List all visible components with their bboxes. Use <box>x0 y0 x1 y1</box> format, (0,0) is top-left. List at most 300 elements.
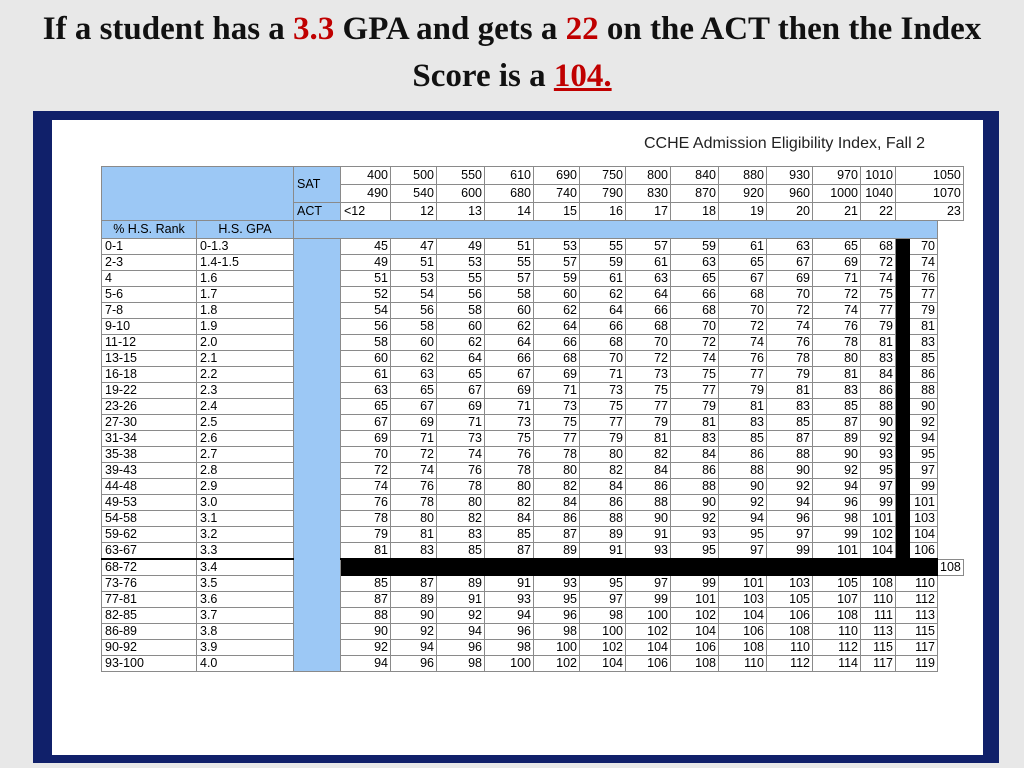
value-cell: 69 <box>391 415 437 431</box>
value-cell: 99 <box>671 576 719 592</box>
value-cell: 74 <box>813 303 861 319</box>
value-cell: 96 <box>437 640 485 656</box>
value-cell: 100 <box>485 656 534 672</box>
act-cell: 16 <box>580 203 626 221</box>
value-cell: 100 <box>534 640 580 656</box>
value-cell: 81 <box>391 527 437 543</box>
value-cell: 69 <box>341 431 391 447</box>
value-cell: 107 <box>813 592 861 608</box>
value-cell: 90 <box>391 608 437 624</box>
gpa-cell: 2.8 <box>197 463 294 479</box>
rank-cell: 0-1 <box>102 239 197 255</box>
value-cell: 69 <box>767 271 813 287</box>
value-cell: 79 <box>580 431 626 447</box>
value-cell: 96 <box>485 624 534 640</box>
value-cell: 76 <box>437 463 485 479</box>
value-cell: 65 <box>719 255 767 271</box>
highlight-column-bar <box>896 463 910 479</box>
value-cell: 89 <box>437 576 485 592</box>
value-cell: 98 <box>437 656 485 672</box>
rank-cell: 68-72 <box>102 559 197 576</box>
value-cell: 114 <box>813 656 861 672</box>
rank-cell: 39-43 <box>102 463 197 479</box>
sat-high-cell: 920 <box>719 185 767 203</box>
value-cell: 77 <box>626 399 671 415</box>
value-cell: 76 <box>391 479 437 495</box>
value-cell: 49 <box>437 239 485 255</box>
value-cell: 108 <box>813 608 861 624</box>
value-cell: 68 <box>580 335 626 351</box>
value-cell: 75 <box>626 383 671 399</box>
value-cell: 89 <box>391 592 437 608</box>
value-cell: 78 <box>391 495 437 511</box>
value-cell: 70 <box>580 351 626 367</box>
value-cell: 98 <box>580 608 626 624</box>
value-cell: 76 <box>719 351 767 367</box>
value-cell: 102 <box>534 656 580 672</box>
value-cell: 62 <box>391 351 437 367</box>
value-cell: 103 <box>910 511 938 527</box>
value-cell: 63 <box>671 255 719 271</box>
value-cell: 58 <box>391 319 437 335</box>
gpa-cell: 1.9 <box>197 319 294 335</box>
value-cell: 63 <box>626 271 671 287</box>
value-cell: 74 <box>767 319 813 335</box>
value-cell: 74 <box>341 479 391 495</box>
value-cell: 54 <box>391 287 437 303</box>
value-cell: 103 <box>767 576 813 592</box>
value-cell: 88 <box>861 399 896 415</box>
value-cell: 88 <box>671 479 719 495</box>
gpa-cell: 2.9 <box>197 479 294 495</box>
column-header-row <box>102 221 964 239</box>
highlight-column-bar <box>896 319 910 335</box>
value-cell: 75 <box>485 431 534 447</box>
value-cell: 67 <box>485 367 534 383</box>
value-cell: 104 <box>910 527 938 543</box>
sat-high-cell: 870 <box>671 185 719 203</box>
value-cell: 68 <box>671 303 719 319</box>
gpa-cell: 1.6 <box>197 271 294 287</box>
sat-high-cell: 1000 <box>813 185 861 203</box>
value-cell: 97 <box>767 527 813 543</box>
value-cell: 64 <box>580 303 626 319</box>
value-cell: 92 <box>719 495 767 511</box>
value-cell: 76 <box>767 335 813 351</box>
value-cell: 77 <box>671 383 719 399</box>
value-cell: 73 <box>626 367 671 383</box>
value-cell: 70 <box>671 319 719 335</box>
value-cell: 81 <box>767 383 813 399</box>
value-cell: 62 <box>580 287 626 303</box>
rank-cell: 19-22 <box>102 383 197 399</box>
value-cell: 92 <box>861 431 896 447</box>
sat-low-cell: 1010 <box>861 167 896 185</box>
value-cell: 99 <box>767 543 813 560</box>
value-cell: 67 <box>437 383 485 399</box>
value-cell: 76 <box>910 271 938 287</box>
value-cell: 74 <box>910 255 938 271</box>
value-cell: 95 <box>861 463 896 479</box>
value-cell: 94 <box>767 495 813 511</box>
value-cell: 101 <box>861 511 896 527</box>
gpa-cell: 3.2 <box>197 527 294 543</box>
value-cell: 71 <box>485 399 534 415</box>
sat-high-cell: 790 <box>580 185 626 203</box>
value-cell: 113 <box>896 608 938 624</box>
value-cell: 79 <box>626 415 671 431</box>
value-cell: 66 <box>485 351 534 367</box>
value-cell: 92 <box>813 463 861 479</box>
value-cell: 75 <box>861 287 896 303</box>
highlight-column-bar <box>896 287 910 303</box>
highlight-column-bar <box>896 303 910 319</box>
value-cell: 77 <box>534 431 580 447</box>
value-cell: 88 <box>626 495 671 511</box>
value-cell: 60 <box>341 351 391 367</box>
value-cell: 68 <box>534 351 580 367</box>
value-cell: 98 <box>534 624 580 640</box>
value-cell: 80 <box>485 479 534 495</box>
table-row <box>102 447 964 463</box>
value-cell: 96 <box>813 495 861 511</box>
value-cell: 70 <box>910 239 938 255</box>
gpa-cell: 2.5 <box>197 415 294 431</box>
value-cell: 96 <box>391 656 437 672</box>
value-cell: 59 <box>534 271 580 287</box>
value-cell: 110 <box>813 624 861 640</box>
value-cell: 90 <box>341 624 391 640</box>
value-cell: 91 <box>437 592 485 608</box>
slide-title <box>0 6 1024 100</box>
gpa-cell: 3.9 <box>197 640 294 656</box>
table-row <box>102 559 964 576</box>
gpa-cell: 3.3 <box>197 543 294 560</box>
value-cell: 90 <box>861 415 896 431</box>
value-cell: 61 <box>626 255 671 271</box>
act-cell: <12 <box>341 203 391 221</box>
highlight-row-bar <box>341 559 938 576</box>
act-cell: 15 <box>534 203 580 221</box>
eligibility-index-table <box>101 166 964 672</box>
rank-cell: 49-53 <box>102 495 197 511</box>
value-cell: 112 <box>813 640 861 656</box>
value-cell: 56 <box>391 303 437 319</box>
value-cell: 99 <box>626 592 671 608</box>
table-row <box>102 271 964 287</box>
table-row <box>102 239 964 255</box>
value-cell: 81 <box>719 399 767 415</box>
gpa-cell: 2.3 <box>197 383 294 399</box>
highlight-column-bar <box>896 351 910 367</box>
value-cell: 95 <box>671 543 719 560</box>
value-cell: 66 <box>580 319 626 335</box>
rank-cell: 77-81 <box>102 592 197 608</box>
value-cell: 86 <box>910 367 938 383</box>
value-cell: 94 <box>910 431 938 447</box>
value-cell: 113 <box>861 624 896 640</box>
value-cell: 60 <box>485 303 534 319</box>
value-cell: 110 <box>767 640 813 656</box>
highlight-column-bar <box>896 479 910 495</box>
value-cell: 97 <box>580 592 626 608</box>
value-cell: 102 <box>861 527 896 543</box>
value-cell: 66 <box>626 303 671 319</box>
value-cell: 71 <box>391 431 437 447</box>
value-cell: 76 <box>813 319 861 335</box>
table-row <box>102 576 964 592</box>
value-cell: 67 <box>341 415 391 431</box>
sat-high-cell: 830 <box>626 185 671 203</box>
value-cell: 69 <box>534 367 580 383</box>
value-cell: 52 <box>341 287 391 303</box>
table-row <box>102 624 964 640</box>
value-cell: 88 <box>910 383 938 399</box>
value-cell: 63 <box>341 383 391 399</box>
value-cell: 63 <box>391 367 437 383</box>
value-cell: 81 <box>861 335 896 351</box>
rank-cell: 73-76 <box>102 576 197 592</box>
value-cell: 70 <box>767 287 813 303</box>
value-cell: 62 <box>485 319 534 335</box>
value-cell: 108 <box>671 656 719 672</box>
gpa-cell: 3.4 <box>197 559 294 576</box>
value-cell: 73 <box>534 399 580 415</box>
value-cell: 64 <box>534 319 580 335</box>
value-cell: 106 <box>671 640 719 656</box>
value-cell: 64 <box>437 351 485 367</box>
value-cell: 74 <box>671 351 719 367</box>
value-cell: 84 <box>861 367 896 383</box>
rank-cell: 16-18 <box>102 367 197 383</box>
highlight-column-bar <box>896 447 910 463</box>
value-cell: 110 <box>896 576 938 592</box>
value-cell: 98 <box>813 511 861 527</box>
value-cell: 67 <box>391 399 437 415</box>
value-cell: 89 <box>534 543 580 560</box>
rank-cell: 31-34 <box>102 431 197 447</box>
value-cell: 69 <box>813 255 861 271</box>
table-row <box>102 399 964 415</box>
value-cell: 81 <box>626 431 671 447</box>
act-cell: 22 <box>861 203 896 221</box>
table-row <box>102 287 964 303</box>
highlight-column-bar <box>896 255 910 271</box>
gpa-cell: 3.1 <box>197 511 294 527</box>
value-cell: 77 <box>910 287 938 303</box>
value-cell: 94 <box>485 608 534 624</box>
value-cell: 82 <box>534 479 580 495</box>
gpa-cell: 1.7 <box>197 287 294 303</box>
rank-cell: 23-26 <box>102 399 197 415</box>
value-cell: 85 <box>719 431 767 447</box>
value-cell: 61 <box>719 239 767 255</box>
value-cell: 73 <box>437 431 485 447</box>
value-cell: 90 <box>626 511 671 527</box>
value-cell: 88 <box>580 511 626 527</box>
highlight-column-bar <box>896 431 910 447</box>
value-cell: 91 <box>626 527 671 543</box>
act-cell: 14 <box>485 203 534 221</box>
value-cell: 106 <box>719 624 767 640</box>
value-cell: 81 <box>813 367 861 383</box>
value-cell: 80 <box>534 463 580 479</box>
value-cell: 78 <box>341 511 391 527</box>
sat-low-cell: 970 <box>813 167 861 185</box>
gpa-cell: 3.0 <box>197 495 294 511</box>
value-cell: 93 <box>626 543 671 560</box>
sat-high-cell: 1070 <box>896 185 964 203</box>
value-cell: 85 <box>767 415 813 431</box>
value-cell: 97 <box>719 543 767 560</box>
highlight-column-bar <box>896 511 910 527</box>
value-cell: 92 <box>671 511 719 527</box>
value-cell: 87 <box>485 543 534 560</box>
value-cell: 83 <box>910 335 938 351</box>
value-cell: 74 <box>437 447 485 463</box>
value-cell: 72 <box>626 351 671 367</box>
table-row <box>102 463 964 479</box>
value-cell: 79 <box>861 319 896 335</box>
value-cell: 115 <box>896 624 938 640</box>
value-cell: 57 <box>534 255 580 271</box>
sat-low-row <box>102 167 964 185</box>
value-cell: 96 <box>534 608 580 624</box>
value-cell: 84 <box>485 511 534 527</box>
value-cell: 80 <box>580 447 626 463</box>
gpa-cell: 2.6 <box>197 431 294 447</box>
value-cell: 112 <box>767 656 813 672</box>
sat-high-cell: 680 <box>485 185 534 203</box>
value-cell: 96 <box>767 511 813 527</box>
sat-low-cell: 840 <box>671 167 719 185</box>
value-cell: 77 <box>580 415 626 431</box>
sat-high-cell: 600 <box>437 185 485 203</box>
value-cell: 102 <box>626 624 671 640</box>
value-cell: 119 <box>896 656 938 672</box>
value-cell: 84 <box>626 463 671 479</box>
table-row <box>102 319 964 335</box>
value-cell: 95 <box>910 447 938 463</box>
table-row <box>102 335 964 351</box>
value-cell: 85 <box>813 399 861 415</box>
sat-high-cell: 740 <box>534 185 580 203</box>
value-cell: 100 <box>626 608 671 624</box>
value-cell: 62 <box>437 335 485 351</box>
value-cell: 100 <box>580 624 626 640</box>
value-cell: 64 <box>626 287 671 303</box>
value-cell: 85 <box>485 527 534 543</box>
value-cell: 61 <box>341 367 391 383</box>
rank-cell: 2-3 <box>102 255 197 271</box>
value-cell: 72 <box>391 447 437 463</box>
rank-header: % H.S. Rank <box>102 221 197 239</box>
value-cell: 94 <box>437 624 485 640</box>
value-cell: 83 <box>861 351 896 367</box>
value-cell: 56 <box>437 287 485 303</box>
value-cell: 95 <box>719 527 767 543</box>
sat-high-cell: 540 <box>391 185 437 203</box>
value-cell: 90 <box>767 463 813 479</box>
value-cell: 97 <box>626 576 671 592</box>
value-cell: 117 <box>896 640 938 656</box>
value-cell: 104 <box>580 656 626 672</box>
rank-cell: 11-12 <box>102 335 197 351</box>
rank-cell: 82-85 <box>102 608 197 624</box>
value-cell: 90 <box>671 495 719 511</box>
value-cell: 81 <box>910 319 938 335</box>
value-cell: 83 <box>437 527 485 543</box>
table-row <box>102 479 964 495</box>
value-cell: 72 <box>671 335 719 351</box>
highlight-column-bar <box>896 335 910 351</box>
value-cell: 65 <box>671 271 719 287</box>
table-frame <box>33 111 999 763</box>
value-cell: 83 <box>813 383 861 399</box>
value-cell: 86 <box>861 383 896 399</box>
value-cell: 71 <box>813 271 861 287</box>
table-row <box>102 656 964 672</box>
value-cell: 106 <box>767 608 813 624</box>
value-cell: 75 <box>580 399 626 415</box>
value-cell: 105 <box>767 592 813 608</box>
value-cell: 64 <box>485 335 534 351</box>
value-cell: 86 <box>719 447 767 463</box>
sat-high-cell: 1040 <box>861 185 896 203</box>
value-cell: 82 <box>626 447 671 463</box>
value-cell: 61 <box>580 271 626 287</box>
value-cell: 54 <box>341 303 391 319</box>
value-cell: 58 <box>341 335 391 351</box>
value-cell: 93 <box>485 592 534 608</box>
sat-low-cell: 880 <box>719 167 767 185</box>
gpa-cell: 2.7 <box>197 447 294 463</box>
value-cell: 95 <box>580 576 626 592</box>
value-cell: 81 <box>671 415 719 431</box>
highlight-column-bar <box>896 239 910 255</box>
value-cell: 78 <box>485 463 534 479</box>
value-cell: 99 <box>813 527 861 543</box>
act-cell: 13 <box>437 203 485 221</box>
value-cell: 110 <box>861 592 896 608</box>
value-cell: 66 <box>534 335 580 351</box>
value-cell: 112 <box>896 592 938 608</box>
value-cell: 108 <box>767 624 813 640</box>
value-cell: 111 <box>861 608 896 624</box>
value-cell: 65 <box>391 383 437 399</box>
gpa-cell: 3.5 <box>197 576 294 592</box>
rank-cell: 63-67 <box>102 543 197 560</box>
value-cell: 60 <box>391 335 437 351</box>
rank-cell: 54-58 <box>102 511 197 527</box>
value-cell: 92 <box>341 640 391 656</box>
value-cell: 117 <box>861 656 896 672</box>
value-cell: 68 <box>861 239 896 255</box>
value-cell: 82 <box>437 511 485 527</box>
table-row <box>102 543 964 560</box>
value-cell: 51 <box>485 239 534 255</box>
value-cell: 83 <box>391 543 437 560</box>
value-cell: 55 <box>437 271 485 287</box>
value-cell: 101 <box>719 576 767 592</box>
value-cell: 104 <box>861 543 896 560</box>
value-cell: 90 <box>719 479 767 495</box>
highlight-column-bar <box>896 543 910 560</box>
value-cell: 98 <box>485 640 534 656</box>
value-cell: 84 <box>580 479 626 495</box>
title-index-score: 104. <box>553 58 612 94</box>
value-cell: 78 <box>534 447 580 463</box>
